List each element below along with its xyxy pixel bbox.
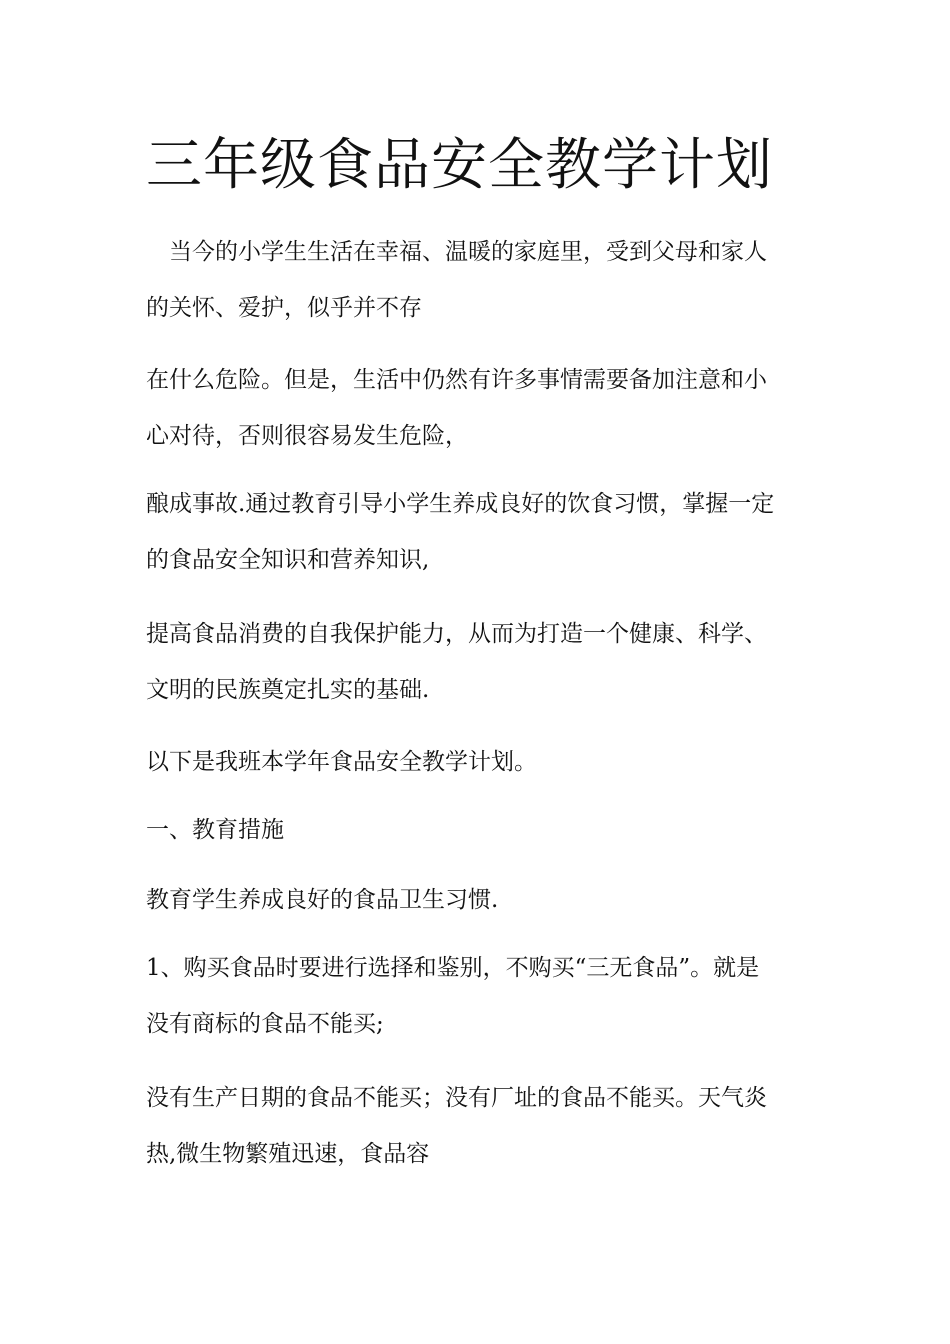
paragraph-plan-intro: [146, 734, 816, 790]
list-item-1: [146, 940, 816, 1052]
paragraph-continued: [146, 1070, 816, 1182]
paragraph-intro: [146, 224, 816, 336]
section-heading-text: 一、教育措施: [146, 817, 284, 843]
paragraph-line: 当今的小学生生活在幸福、温暖的家庭里，受到父母和家人: [146, 239, 767, 265]
section-heading: [146, 802, 816, 858]
paragraph-danger: [146, 352, 816, 464]
paragraph-line: 热,微生物繁殖迅速，食品容: [146, 1141, 430, 1167]
paragraph-line: 没有商标的食品不能买;: [146, 1011, 384, 1037]
paragraph-line: 提高食品消费的自我保护能力，从而为打造一个健康、科学、: [146, 621, 767, 647]
paragraph-line: 在什么危险。但是，生活中仍然有许多事情需要备加注意和小: [146, 367, 767, 393]
paragraph-line: 的关怀、爱护，似乎并不存: [146, 295, 422, 321]
paragraph-line: 没有生产日期的食品不能买；没有厂址的食品不能买。天气炎: [146, 1085, 767, 1111]
paragraph-protection: [146, 606, 816, 718]
document-title: 三年级食品安全教学计划: [146, 133, 773, 198]
paragraph-hygiene: [146, 872, 816, 928]
paragraph-line: 1、购买食品时要进行选择和鉴别，不购买“三无食品”。就是: [146, 955, 760, 981]
paragraph-line: 心对待，否则很容易发生危险，: [146, 423, 468, 449]
paragraph-line: 的食品安全知识和营养知识,: [146, 547, 430, 573]
paragraph-line: 以下是我班本学年食品安全教学计划。: [146, 749, 537, 775]
paragraph-line: 文明的民族奠定扎实的基础.: [146, 677, 430, 703]
paragraph-line: 酿成事故.通过教育引导小学生养成良好的饮食习惯，掌握一定: [146, 491, 775, 517]
paragraph-habits: [146, 476, 816, 588]
paragraph-line: 教育学生养成良好的食品卫生习惯.: [146, 887, 499, 913]
